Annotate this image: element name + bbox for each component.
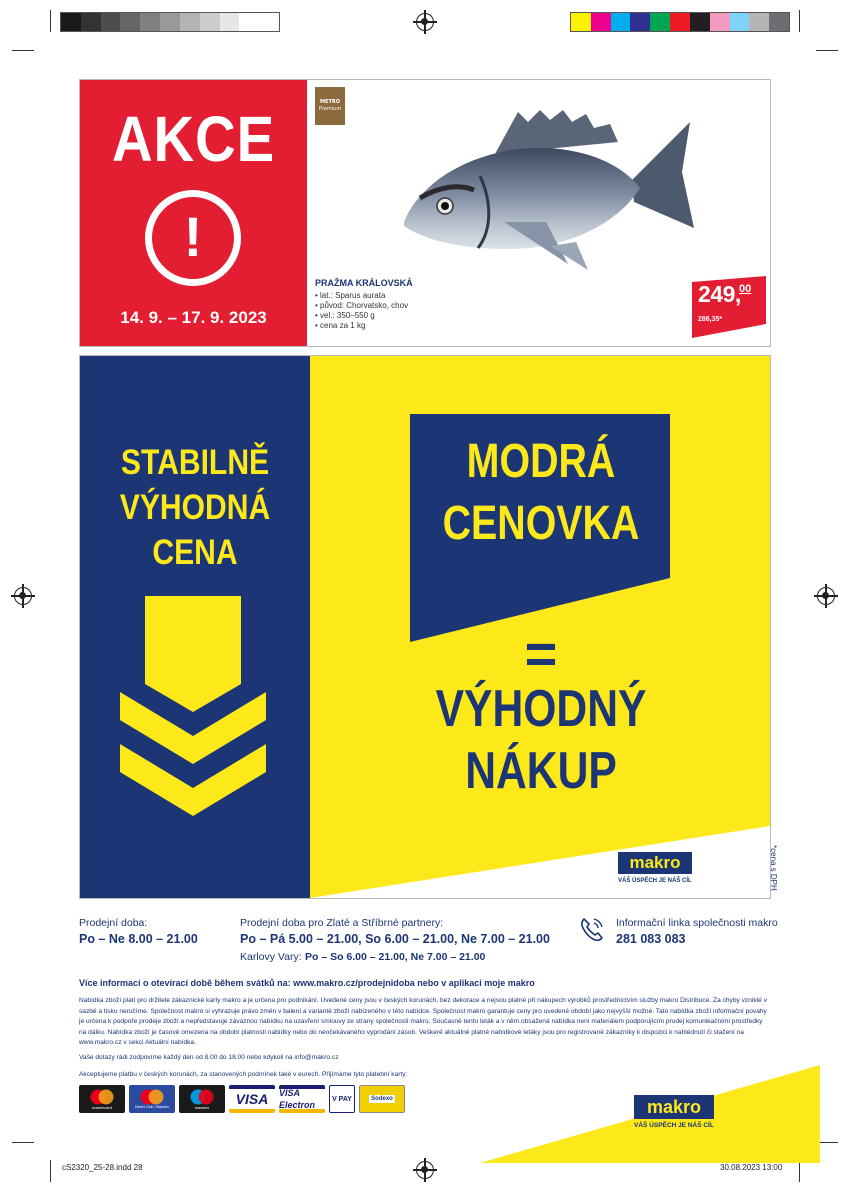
diners-maestro-logo: Diners Club / Maestro	[129, 1085, 175, 1113]
color-swatch	[611, 13, 631, 31]
partners-hours-label: Prodejní doba pro Zlaté a Stříbrné partnery:	[240, 917, 444, 929]
promo-banner	[79, 79, 771, 347]
grey-swatch	[180, 13, 200, 31]
visa-logo: VISA	[229, 1085, 275, 1113]
promo-date-range: 14. 9. – 17. 9. 2023	[120, 308, 267, 327]
hotline-number: 281 083 083	[616, 932, 686, 946]
grey-swatch	[101, 13, 121, 31]
campaign-blue-panel	[80, 356, 310, 898]
vpay-logo: V PAY	[329, 1085, 355, 1113]
result-heading: VÝHODNÝ NÁKUP	[435, 680, 647, 800]
grey-swatch	[120, 13, 140, 31]
crop-mark	[816, 50, 838, 51]
blue-tag-heading: MODRÁ CENOVKA	[442, 435, 640, 550]
crop-mark	[799, 10, 800, 32]
print-file-date: 30.08.2023 13:00	[720, 1163, 783, 1172]
grey-swatch	[200, 13, 220, 31]
crop-mark	[799, 1160, 800, 1182]
color-swatch	[769, 13, 789, 31]
registration-mark-left	[14, 587, 32, 605]
color-swatch	[591, 13, 611, 31]
crop-mark	[12, 1142, 34, 1143]
holiday-hours-info: Více informací o otevírací době během svátků na: www.makro.cz/prodejnidoba nebo v aplikaci moje makro	[79, 978, 535, 988]
fish-image	[400, 102, 700, 274]
product-name: PRAŽMA KRÁLOVSKÁ	[315, 278, 413, 288]
karlovy-vary-label: Karlovy Vary:	[240, 951, 302, 963]
mastercard-logo: mastercard	[79, 1085, 125, 1113]
hours-label: Prodejní doba:	[79, 917, 148, 929]
registration-mark-right	[817, 587, 835, 605]
product-detail: • původ: Chorvatsko, chov	[315, 301, 409, 310]
grey-swatch	[81, 13, 101, 31]
crop-mark	[50, 10, 51, 32]
karlovy-vary-value: Po – So 6.00 – 21.00, Ne 7.00 – 21.00	[305, 951, 486, 963]
alert-icon: !	[145, 190, 241, 286]
grey-swatch	[220, 13, 240, 31]
akce-panel	[80, 80, 307, 346]
contact-text: Vaše dotazy rádi zodpovíme každý den od 8.00 do 18.00 nebo kdykoli na info@makro.cz	[79, 1054, 339, 1061]
makro-logo-bottom: makro	[634, 1095, 714, 1119]
phone-icon	[578, 915, 606, 943]
campaign-yellow-panel	[310, 356, 770, 898]
legal-text: Nabídka zboží platí pro držitele zákaznické karty makro a je určena pro podnikání. Uvedené ceny jsou v českých korunách, bez dekorace a nejsou platné při nákupech výrobků prostřednictvím služby makro Distribuce. Za chyby vzniklé v sazbě a tisku neručíme. Společnost makro si vyhrazuje právo změn v balení a variantě zboží nabízeného v této nabídce. Společnost makro garantuje ceny pro uvedené období jako nejvyšší možné. Tato nabídka zboží informační povahy je určena k podpoře prodeje zboží a nepředstavuje závaznou nabídku na uzavření smlouvy ze strany společnosti makro. Současně tento leták a v něm obsažená nabídka není materiálem podporujícím prodej komunikačními prostředky na dálku. Nabídka zboží je časově omezena na období platnosti nabídky nebo do neočekávaného vyprodání zásob. Veškeré aktuálně platné nabídkové letáky jsou pro registrované zákazníky k dispozici k nahlédnutí či stažení na www.makro.cz v sekci Aktuální nabídka.	[79, 997, 767, 1047]
color-swatch	[571, 13, 591, 31]
stable-price-heading: STABILNĚ VÝHODNÁ CENA	[119, 443, 271, 572]
price-cents: 00	[739, 283, 752, 295]
price-tag	[692, 276, 766, 338]
metro-premium-badge: METRO Premium	[315, 87, 345, 125]
hours-value: Po – Ne 8.00 – 21.00	[79, 932, 198, 946]
campaign-block	[79, 355, 771, 899]
color-swatch	[630, 13, 650, 31]
visa-electron-logo: VISA Electron	[279, 1085, 325, 1113]
color-swatch	[690, 13, 710, 31]
makro-logo: makro	[618, 852, 692, 874]
product-details	[315, 291, 408, 331]
color-swatch	[710, 13, 730, 31]
price-with-vat: 286,35*	[698, 316, 723, 323]
makro-slogan-bottom: VÁŠ ÚSPĚCH JE NÁŠ CÍL	[634, 1122, 714, 1129]
grey-swatch	[259, 13, 279, 31]
akce-title: AKCE	[111, 103, 276, 175]
makro-slogan: VÁŠ ÚSPĚCH JE NÁŠ CÍL	[618, 878, 692, 884]
color-swatch	[749, 13, 769, 31]
product-detail: • cena za 1 kg	[315, 321, 366, 330]
payment-cards	[79, 1085, 405, 1115]
grey-swatch	[239, 13, 259, 31]
partners-hours-value: Po – Pá 5.00 – 21.00, So 6.00 – 21.00, Ne 7.00 – 21.00	[240, 932, 550, 946]
down-chevron-icon	[120, 596, 266, 816]
crop-mark	[12, 50, 34, 51]
registration-mark-top	[416, 13, 434, 31]
crop-mark	[50, 1160, 51, 1182]
registration-mark-bottom	[416, 1161, 434, 1179]
payment-note: Akceptujeme platbu v českých korunách, za stanovených podmínek také v eurech. Přijímáme tyto platební karty:	[79, 1071, 408, 1078]
grey-swatch	[160, 13, 180, 31]
grey-scale-bar	[60, 12, 280, 32]
grey-swatch	[140, 13, 160, 31]
sodexo-card-logo: Sodexo	[359, 1085, 405, 1113]
color-swatch	[730, 13, 750, 31]
grey-swatch	[61, 13, 81, 31]
color-swatch	[670, 13, 690, 31]
vat-note: *cena s DPH	[769, 845, 778, 891]
color-scale-bar	[570, 12, 790, 32]
white-wedge	[310, 826, 770, 898]
hotline-label: Informační linka společnosti makro	[616, 917, 778, 929]
price-main: 249,	[698, 281, 741, 307]
print-file-name: cS2320_25-28.indd 28	[62, 1163, 143, 1172]
maestro-logo: maestro	[179, 1085, 225, 1113]
color-swatch	[650, 13, 670, 31]
equals-sign: =	[524, 622, 558, 685]
product-detail: • vel.: 350–550 g	[315, 311, 375, 320]
product-detail: • lat.: Sparus aurata	[315, 291, 386, 300]
